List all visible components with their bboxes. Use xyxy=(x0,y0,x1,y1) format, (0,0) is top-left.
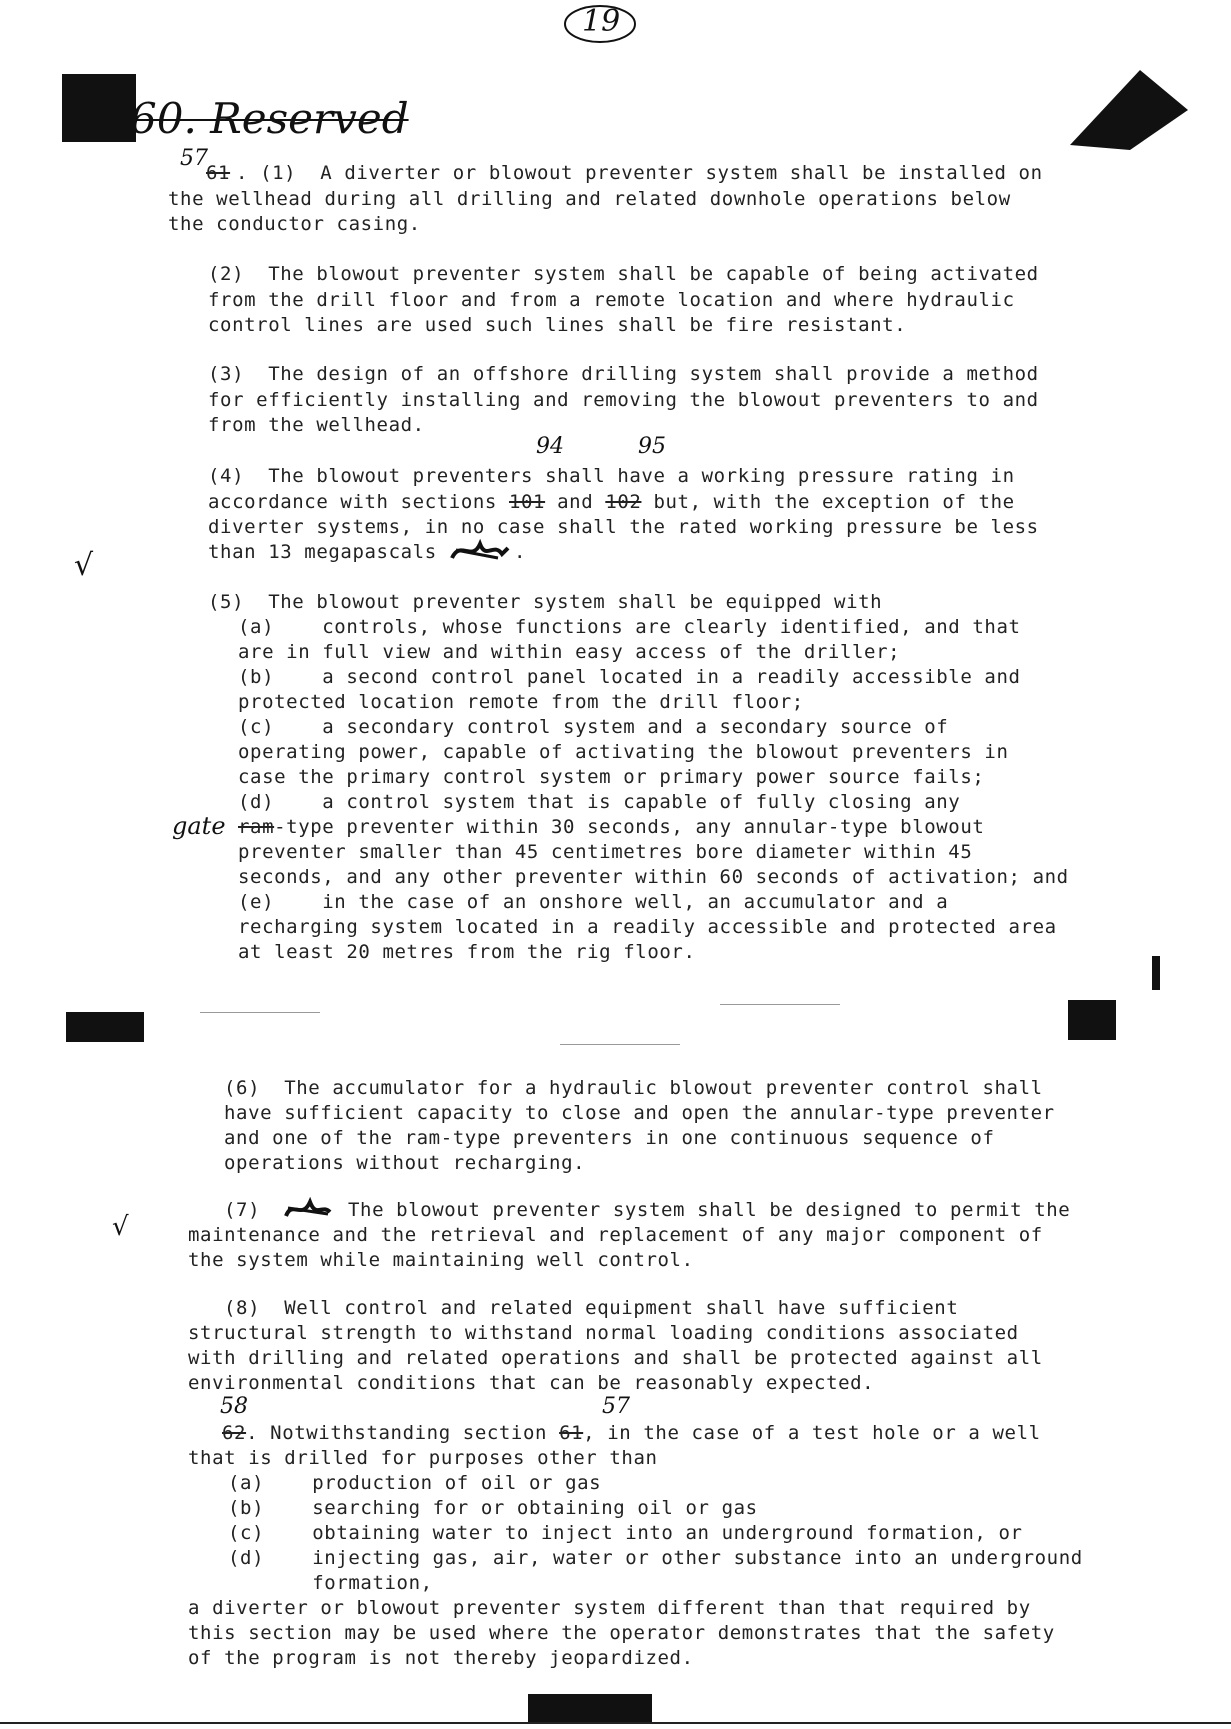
scan-blot-bottom xyxy=(528,1694,652,1724)
section-58-line-1-a: . Notwithstanding section xyxy=(246,1422,560,1444)
para-5-e-line-3: at least 20 metres from the rig floor. xyxy=(238,941,696,963)
margin-check-mark-1: √ xyxy=(74,548,94,583)
para-5-line-8: case the primary control system or primary power source fails; xyxy=(238,766,985,788)
annotation-94: 94 xyxy=(536,434,564,459)
section-58-line-1-b: , in the case of a test hole or a well xyxy=(583,1422,1041,1444)
struck-ref-61: 61 xyxy=(559,1422,584,1444)
para-7-number: (7) xyxy=(224,1199,261,1221)
struck-header: 60. Reserved xyxy=(130,94,409,143)
struck-number-62: 62 xyxy=(222,1422,247,1444)
para-5-line-9: (d) a control system that is capable of fully closing any xyxy=(238,791,961,813)
section-57-old-number xyxy=(206,161,230,185)
para-4-line-2-b: and xyxy=(545,491,606,513)
section-58-closing-1: a diverter or blowout preventer system different than that required by xyxy=(188,1597,1031,1619)
margin-check-mark-2: √ xyxy=(112,1212,129,1242)
page-number: 19 xyxy=(582,4,621,39)
para-3-line-2: for efficiently installing and removing the blowout preventers to and xyxy=(208,389,1039,411)
para-3-line-1: (3) The design of an offshore drilling system shall provide a method xyxy=(208,363,1039,385)
section-58-item-c: (c) obtaining water to inject into an underground formation, or xyxy=(228,1522,1023,1544)
section-58-new-number: 58 xyxy=(220,1394,248,1419)
para-4-line-2-a: accordance with sections xyxy=(208,491,509,513)
scan-blot-mid-left xyxy=(66,1012,144,1042)
section-58-closing-3: of the program is not thereby jeopardized. xyxy=(188,1647,694,1669)
para-5-line-2: (a) controls, whose functions are clearly identified, and that xyxy=(238,616,1021,638)
scan-seam-line xyxy=(560,1044,680,1045)
section-58-item-b: (b) searching for or obtaining oil or gas xyxy=(228,1497,758,1519)
struck-number-61: 61 xyxy=(206,162,231,184)
para-3-line-3: from the wellhead. xyxy=(208,414,425,436)
para-7-line-2: maintenance and the retrieval and replacement of any major component of xyxy=(188,1224,1043,1246)
para-7-line-1: The blowout preventer system shall be designed to permit the xyxy=(348,1199,1071,1221)
para-5-line-4: (b) a second control panel located in a readily accessible and xyxy=(238,666,1021,688)
para-8-line-4: environmental conditions that can be reasonably expected. xyxy=(188,1372,875,1394)
scan-blot-top-left xyxy=(62,74,136,142)
para-4-line-2-c: but, with the exception of the xyxy=(641,491,1015,513)
para-5-e-line-1: (e) in the case of an onshore well, an accumulator and a xyxy=(238,891,949,913)
para-7-line-3: the system while maintaining well control. xyxy=(188,1249,694,1271)
scribbled-out-text xyxy=(282,1196,334,1224)
para-4-line-3: diverter systems, in no case shall the rated working pressure be less xyxy=(208,516,1039,538)
section-58-item-d-cont: formation, xyxy=(228,1572,433,1594)
scan-blot-top-right xyxy=(1070,70,1190,150)
section-57-new-number: 57 xyxy=(180,146,208,171)
para-5-line-7: operating power, capable of activating the blowout preventers in xyxy=(238,741,1009,763)
para-2-line-3: control lines are used such lines shall be fire resistant. xyxy=(208,314,907,336)
para-5-d-line-1 xyxy=(238,815,984,839)
para-6-line-3: and one of the ram-type preventers in one continuous sequence of xyxy=(224,1127,995,1149)
section-58-line-1 xyxy=(222,1421,1041,1445)
para-4-line-4: than 13 megapascals xyxy=(208,541,437,563)
scan-seam-line xyxy=(720,1004,840,1005)
section-58-line-2: that is drilled for purposes other than xyxy=(188,1447,658,1469)
para-5-line-5: protected location remote from the drill floor; xyxy=(238,691,804,713)
scan-blot-mid-right xyxy=(1068,1000,1116,1040)
scan-seam-line xyxy=(200,1012,320,1013)
para-5-line-1: (5) The blowout preventer system shall be equipped with xyxy=(208,591,883,613)
para-8-line-3: with drilling and related operations and shall be protected against all xyxy=(188,1347,1043,1369)
para-4-line-4-end: . xyxy=(514,541,527,563)
section-58-item-a: (a) production of oil or gas xyxy=(228,1472,602,1494)
para-5-e-line-2: recharging system located in a readily accessible and protected area xyxy=(238,916,1057,938)
annotation-95: 95 xyxy=(638,434,666,459)
para-2-line-2: from the drill floor and from a remote location and where hydraulic xyxy=(208,289,1015,311)
para-6-line-1: (6) The accumulator for a hydraulic blowout preventer control shall xyxy=(224,1077,1043,1099)
para-4-line-2 xyxy=(208,490,1015,514)
para-2-line-1: (2) The blowout preventer system shall be capable of being activated xyxy=(208,263,1039,285)
struck-ram: ram xyxy=(238,816,275,838)
para-4-line-1: (4) The blowout preventers shall have a working pressure rating in xyxy=(208,465,1015,487)
para-6-line-4: operations without recharging. xyxy=(224,1152,586,1174)
struck-section-101: 101 xyxy=(508,491,546,513)
para-6-line-2: have sufficient capacity to close and open the annular-type preventer xyxy=(224,1102,1055,1124)
para-5-d-line-1-rest: -type preventer within 30 seconds, any annular-type blowout xyxy=(274,816,985,838)
reference-57-annotation: 57 xyxy=(602,1394,630,1419)
para-5-line-6: (c) a secondary control system and a secondary source of xyxy=(238,716,949,738)
para-5-d-line-2: preventer smaller than 45 centimetres bore diameter within 45 xyxy=(238,841,973,863)
struck-section-102: 102 xyxy=(605,491,642,513)
section-57-line-1: . (1) A diverter or blowout preventer system shall be installed on xyxy=(236,162,1043,184)
para-8-line-2: structural strength to withstand normal loading conditions associated xyxy=(188,1322,1019,1344)
scribbled-out-text xyxy=(448,536,512,566)
para-5-d-line-3: seconds, and any other preventer within 60 seconds of activation; and xyxy=(238,866,1069,888)
section-57-line-2: the wellhead during all drilling and related downhole operations below xyxy=(168,188,1011,210)
annotation-gate: gate xyxy=(172,812,226,840)
scan-streak-right xyxy=(1152,956,1160,990)
section-58-item-d: (d) injecting gas, air, water or other substance into an underground xyxy=(228,1547,1083,1569)
para-5-line-3: are in full view and within easy access of the driller; xyxy=(238,641,901,663)
section-57-line-3: the conductor casing. xyxy=(168,213,421,235)
para-8-line-1: (8) Well control and related equipment shall have sufficient xyxy=(224,1297,959,1319)
section-58-closing-2: this section may be used where the operator demonstrates that the safety xyxy=(188,1622,1055,1644)
scan-bottom-edge xyxy=(0,1722,1231,1724)
